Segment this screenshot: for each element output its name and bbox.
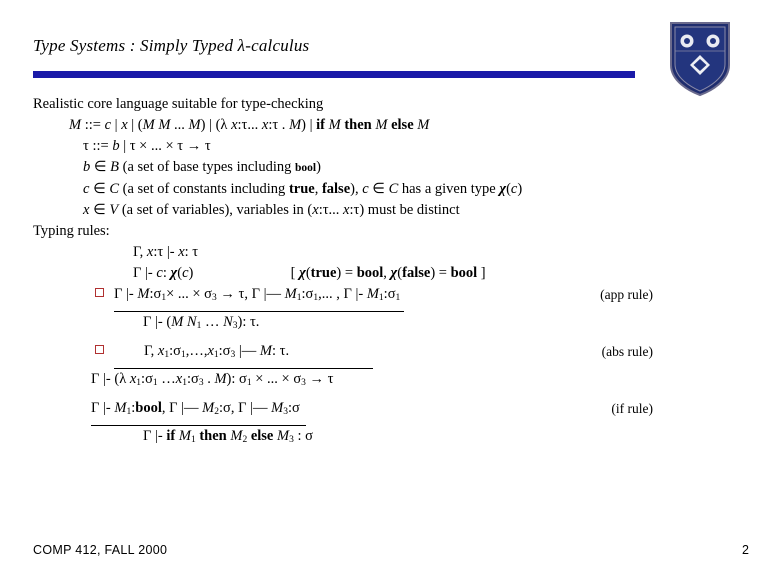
bullet-square-icon: [95, 345, 104, 354]
app-rule-conclusion: Γ |- (M $N_1$ … $N_3$): τ.: [143, 314, 260, 332]
page-title: Type Systems : Simply Typed λ-calculus: [33, 36, 310, 55]
abs-rule-label: (abs rule): [601, 344, 653, 360]
if-rule-conclusion: Γ |- if $M_1$ then $M_2$ else $M_3$ : σ: [143, 428, 313, 446]
grammar-line-c: c ∈ C (a set of constants including true, false), c ∈ C has a given type χ(c): [83, 181, 523, 197]
grammar-line-x: x ∈ V (a set of variables), variables in (x:τ... x:τ) must be distinct: [83, 202, 460, 218]
app-rule-label: (app rule): [600, 287, 653, 302]
judgement-const: Γ |- c: χ(c) [ χ(true) = bool, χ(false) = bool ]: [133, 265, 486, 281]
grammar-line-tau: τ ::= b | τ × ... × τ → τ: [83, 138, 211, 154]
title-divider: [33, 71, 635, 78]
chi-note: [ χ(true) = bool, χ(false) = bool ]: [290, 265, 486, 281]
bullet-square-icon: [95, 288, 104, 297]
grammar-line-M: M ::= c | x | (M M ... M) | (λ x:τ... x:τ . M) | if M then M else M: [69, 117, 430, 133]
app-rule-premise-row: Γ |- $M:\sigma_1\times$ ... × $\sigma_3 \to \tau$, Γ |— $M_1:\sigma_1$,... , Γ |- $M_1:\sigma_1$ (app rule): [33, 284, 653, 312]
abs-rule-conclusion: Γ |- (λ $x_1:\sigma_1$ $\dots x_1:\sigma_3$ . M): $\sigma_1$ × ... × $\sigma_3 \to \tau$: [91, 371, 334, 389]
slide-body: [33, 94, 653, 451]
intro-text: Realistic core language suitable for type-checking: [33, 96, 324, 112]
if-rule-premise-row: Γ |- $M_1:bool$, Γ |— $M_2:\sigma$, Γ |— $M_3:\sigma$ (if rule): [33, 398, 653, 426]
if-rule-label: (if rule): [611, 401, 653, 417]
footer-page-number: 2: [742, 543, 749, 557]
grammar-line-b: b ∈ B (a set of base types including bool): [83, 159, 321, 175]
typing-rules-label: Typing rules:: [33, 223, 110, 239]
footer-course: COMP 412, FALL 2000: [33, 543, 168, 557]
abs-rule-premise-row: Γ, $x_1:\sigma_1,\dots,x_1:\sigma_3$ |— M: τ. (abs rule): [33, 341, 653, 369]
rice-university-shield-icon: [669, 21, 731, 97]
judgement-var: Γ, x:τ |- x: τ: [133, 244, 199, 260]
